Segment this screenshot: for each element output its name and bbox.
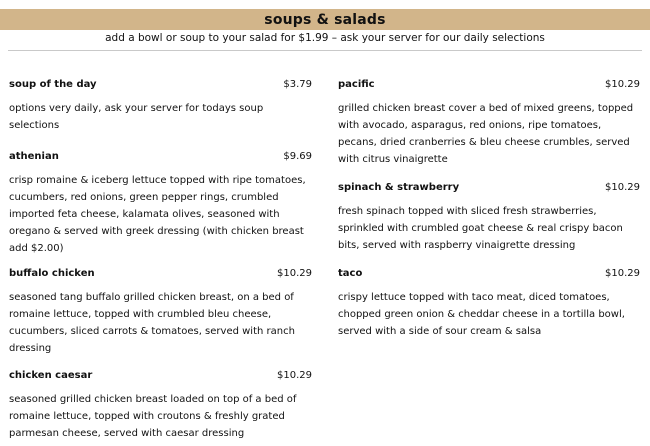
section-subtitle: add a bowl or soup to your salad for $1.99 – ask your server for our daily selections xyxy=(105,32,545,44)
item-name: soup of the day xyxy=(9,79,97,90)
item-name: taco xyxy=(338,268,363,279)
item-price: $10.29 xyxy=(277,268,312,279)
section-title: soups & salads xyxy=(264,11,386,28)
item-name: pacific xyxy=(338,79,375,90)
item-description: fresh spinach topped with sliced fresh strawberries, sprinkled with crumbled goat cheese & real crispy bacon bits, served with raspberry vinaigrette dressing xyxy=(338,206,623,251)
menu-item-athenian xyxy=(9,148,312,257)
item-description: grilled chicken breast cover a bed of mixed greens, topped with avocado, asparagus, red onions, ripe tomatoes, pecans, dried cranberries & bleu cheese crumbles, served with citrus vinaigrette xyxy=(338,103,634,165)
divider xyxy=(8,50,642,51)
item-price: $10.29 xyxy=(605,182,640,193)
section-banner xyxy=(0,9,650,30)
menu-item-spinach-strawberry xyxy=(338,179,640,254)
menu-item-buffalo-chicken xyxy=(9,265,312,357)
item-price: $9.69 xyxy=(283,151,312,162)
item-price: $10.29 xyxy=(605,268,640,279)
item-name: chicken caesar xyxy=(9,370,93,381)
item-price: $10.29 xyxy=(277,370,312,381)
item-name: spinach & strawberry xyxy=(338,182,460,193)
item-description: seasoned grilled chicken breast loaded on top of a bed of romaine lettuce, topped with croutons & freshly grated parmesan cheese, served with caesar dressing xyxy=(9,394,297,439)
item-description: crispy lettuce topped with taco meat, diced tomatoes, chopped green onion & cheddar cheese in a tortilla bowl, served with a side of sour cream & salsa xyxy=(338,292,625,337)
menu-item-chicken-caesar xyxy=(9,367,312,442)
menu-item-soup-of-the-day xyxy=(9,76,312,134)
item-name: buffalo chicken xyxy=(9,268,95,279)
item-description: seasoned tang buffalo grilled chicken breast, on a bed of romaine lettuce, topped with crumbled bleu cheese, cucumbers, sliced carrots & tomatoes, served with ranch dressing xyxy=(9,292,295,354)
item-description: crisp romaine & iceberg lettuce topped with ripe tomatoes, cucumbers, red onions, green pepper rings, crumbled imported feta cheese, kalamata olives, seasoned with oregano & served with greek dressing (with chicken breast add $2.00) xyxy=(9,175,306,254)
item-price: $3.79 xyxy=(283,79,312,90)
item-price: $10.29 xyxy=(605,79,640,90)
menu-item-pacific xyxy=(338,76,640,168)
item-description: options very daily, ask your server for todays soup selections xyxy=(9,103,264,131)
menu-item-taco xyxy=(338,265,640,340)
item-name: athenian xyxy=(9,151,59,162)
